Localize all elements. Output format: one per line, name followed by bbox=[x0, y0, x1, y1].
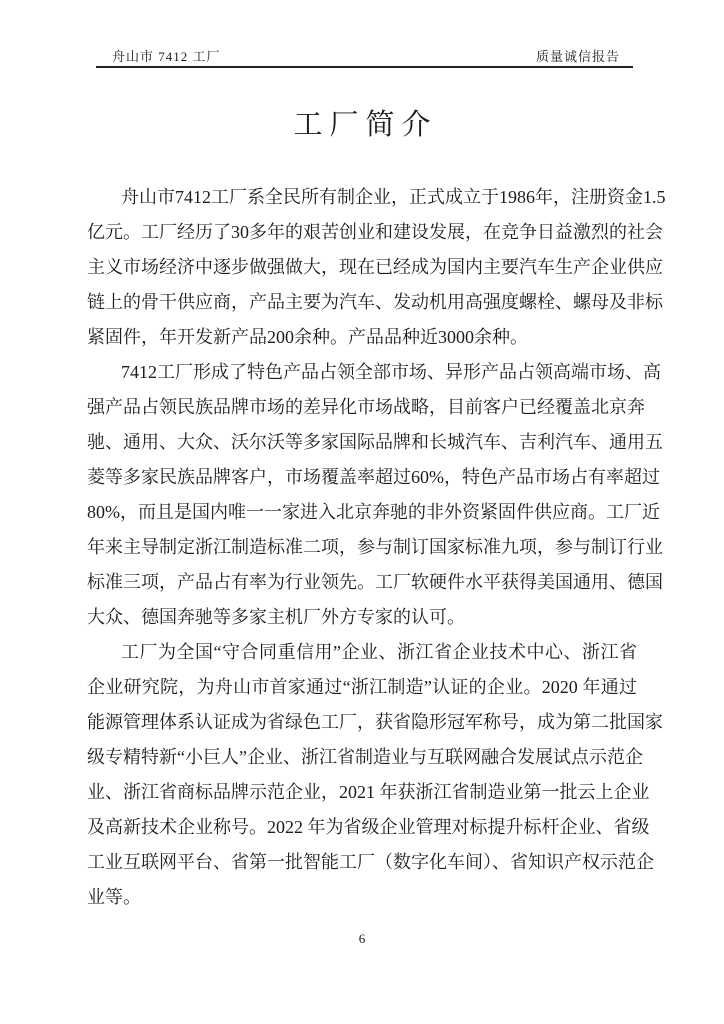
body-line: 80%，而且是国内唯一一家进入北京奔驰的非外资紧固件供应商。工厂近 bbox=[87, 502, 660, 522]
body-line: 紧固件，年开发新产品200余种。产品品种近3000余种。 bbox=[87, 327, 528, 347]
body-line: 菱等多家民族品牌客户，市场覆盖率超过60%，特色产品市场占有率超过 bbox=[87, 467, 660, 487]
body-line: 工业互联网平台、省第一批智能工厂（数字化车间）、省知识产权示范企 bbox=[87, 852, 654, 872]
body-line: 链上的骨干供应商，产品主要为汽车、发动机用高强度螺栓、螺母及非标 bbox=[87, 292, 663, 312]
body-line: 及高新技术企业称号。2022 年为省级企业管理对标提升标杆企业、省级 bbox=[87, 817, 650, 837]
body-line: 舟山市7412工厂系全民所有制企业，正式成立于1986年，注册资金1.5 bbox=[121, 187, 666, 207]
page-header bbox=[112, 46, 620, 65]
page-title: 工厂简介 bbox=[293, 109, 438, 141]
body-line: 年来主导制定浙江制造标准二项，参与制订国家标准九项，参与制订行业 bbox=[87, 537, 663, 557]
page-number: 6 bbox=[358, 931, 366, 946]
body-line: 标准三项，产品占有率为行业领先。工厂软硬件水平获得美国通用、德国 bbox=[87, 572, 663, 592]
body-line: 工厂为全国“守合同重信用”企业、浙江省企业技术中心、浙江省 bbox=[121, 642, 637, 662]
body-line: 强产品占领民族品牌市场的差异化市场战略，目前客户已经覆盖北京奔 bbox=[87, 397, 645, 417]
body-line: 7412工厂形成了特色产品占领全部市场、异形产品占领高端市场、高 bbox=[121, 362, 661, 382]
body-line: 驰、通用、大众、沃尔沃等多家国际品牌和长城汽车、吉利汽车、通用五 bbox=[87, 432, 663, 452]
body-line: 业等。 bbox=[87, 887, 141, 907]
body-line: 企业研究院，为舟山市首家通过“浙江制造”认证的企业。2020 年通过 bbox=[87, 677, 637, 697]
header-divider bbox=[96, 66, 633, 68]
body-line: 主义市场经济中逐步做强做大，现在已经成为国内主要汽车生产企业供应 bbox=[87, 257, 663, 277]
body-line: 亿元。工厂经历了30多年的艰苦创业和建设发展，在竞争日益激烈的社会 bbox=[87, 222, 663, 242]
header-right-text: 质量诚信报告 bbox=[535, 49, 620, 64]
body-line: 级专精特新“小巨人”企业、浙江省制造业与互联网融合发展试点示范企 bbox=[87, 747, 643, 767]
body-line: 业、浙江省商标品牌示范企业，2021 年获浙江省制造业第一批云上企业 bbox=[87, 782, 650, 802]
body-line: 能源管理体系认证成为省绿色工厂，获省隐形冠军称号，成为第二批国家 bbox=[87, 712, 663, 732]
document-body bbox=[87, 180, 666, 915]
page-footer bbox=[0, 931, 724, 947]
header-left-text: 舟山市 7412 工厂 bbox=[112, 49, 221, 64]
body-line: 大众、德国奔驰等多家主机厂外方专家的认可。 bbox=[87, 607, 465, 627]
